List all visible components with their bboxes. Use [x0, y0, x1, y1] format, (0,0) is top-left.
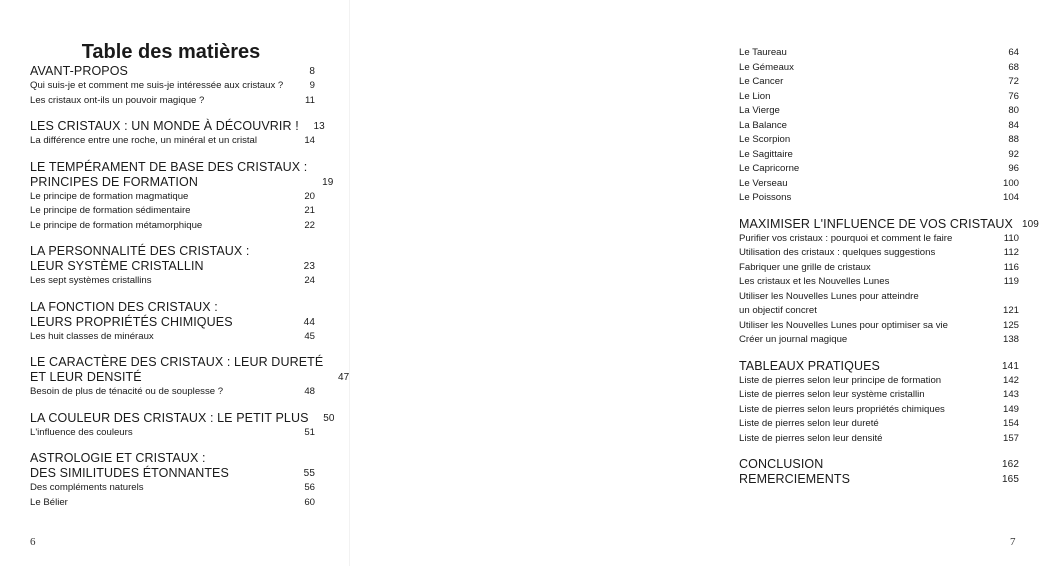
- toc-subsection-entry: [739, 162, 1019, 177]
- toc-subsection-entry: [739, 61, 1019, 76]
- toc-entry-title: [739, 472, 993, 487]
- toc-section-entry: [30, 355, 350, 385]
- toc-page-number: 76: [1008, 90, 1019, 102]
- toc-entry-title-line: Utiliser les Nouvelles Lunes pour atteindre: [739, 290, 919, 302]
- toc-page-number: 9: [309, 80, 315, 91]
- section-spacer: [30, 233, 315, 244]
- toc-entry-title: [739, 388, 993, 403]
- toc-entry-title: [739, 403, 993, 418]
- toc-subsection-entry: [739, 261, 1019, 276]
- toc-entry-title: [739, 119, 993, 134]
- toc-entry-title: [739, 90, 993, 105]
- toc-section-entry: [739, 216, 1039, 232]
- page-number-right: 7: [1010, 536, 1016, 548]
- toc-entry-title: [30, 219, 289, 234]
- toc-entry-title: [739, 75, 993, 90]
- toc-section-entry: [30, 159, 334, 190]
- toc-page-number: 45: [304, 330, 315, 342]
- toc-page-number: 112: [1003, 247, 1019, 258]
- toc-entry-title-line: Le Poissons: [739, 192, 792, 203]
- toc-entry-title: [30, 134, 289, 149]
- toc-entry-title-line: Le Gémeaux: [739, 61, 794, 73]
- toc-entry-title-line: Liste de pierres selon leur dureté: [739, 418, 879, 429]
- toc-page-number: 14: [304, 135, 315, 146]
- toc-entry-title: [30, 190, 289, 205]
- toc-subsection-entry: [739, 148, 1019, 163]
- toc-subsection-entry: [739, 432, 1019, 447]
- toc-subsection-entry: [739, 133, 1019, 148]
- toc-entry-title-line: Le Bélier: [30, 496, 68, 508]
- toc-entry-title: [739, 217, 1013, 232]
- toc-entry-title-line: LEURS PROPRIÉTÉS CHIMIQUES: [30, 314, 233, 329]
- toc-entry-title: [739, 359, 993, 374]
- toc-entry-title-line: Le Taureau: [739, 47, 787, 58]
- toc-page-number: 154: [1002, 418, 1019, 429]
- toc-entry-title-line: Liste de pierres selon leur principe de formation: [739, 374, 942, 386]
- toc-subsection-entry: [30, 385, 315, 400]
- toc-entry-title-line: Utiliser les Nouvelles Lunes pour optimiser sa vie: [739, 319, 949, 331]
- toc-entry-title: [739, 148, 993, 163]
- toc-entry-title-line: Des compléments naturels: [30, 482, 144, 493]
- toc-page-number: 24: [304, 275, 315, 286]
- toc-page-number: 60: [304, 496, 315, 508]
- toc-entry-title: [739, 374, 993, 389]
- toc-entry-title: [739, 61, 993, 76]
- toc-page-number: 143: [1002, 389, 1019, 400]
- toc-page-number: 119: [1003, 276, 1019, 287]
- section-spacer: [739, 348, 1019, 359]
- toc-subsection-entry: [739, 374, 1019, 389]
- toc-subsection-entry: [30, 496, 315, 511]
- toc-section-entry: [739, 472, 1019, 487]
- toc-entry-title: [739, 432, 993, 447]
- section-spacer: [30, 344, 315, 355]
- toc-page-number: 125: [1002, 319, 1019, 331]
- toc-page-number: 165: [1002, 474, 1019, 485]
- toc-entry-title-line: L'influence des couleurs: [30, 426, 133, 438]
- toc-subsection-entry: [739, 333, 1019, 348]
- toc-section-entry: [739, 359, 1019, 374]
- toc-page-number: 116: [1003, 261, 1019, 273]
- toc-section-entry: [30, 300, 315, 330]
- toc-page-number: 72: [1008, 76, 1019, 87]
- toc-section-entry: [30, 410, 335, 426]
- toc-subsection-entry: [739, 191, 1019, 206]
- section-spacer: [30, 440, 315, 451]
- toc-entry-title-line: un objectif concret: [739, 305, 817, 316]
- toc-page-number: 55: [303, 468, 315, 479]
- toc-subsection-entry: [30, 134, 315, 149]
- toc-entry-title: [739, 333, 993, 348]
- toc-page-number: 141: [1002, 360, 1019, 372]
- toc-entry-title: [739, 246, 993, 261]
- toc-subsection-entry: [739, 75, 1019, 90]
- toc-subsection-entry: [30, 204, 315, 219]
- toc-subsection-entry: [739, 290, 1019, 319]
- toc-section-entry: [30, 119, 325, 134]
- left-page: [0, 0, 350, 566]
- toc-page-number: 8: [309, 66, 315, 77]
- toc-subsection-entry: [30, 274, 315, 289]
- toc-entry-title-line: Le Cancer: [739, 76, 784, 87]
- toc-entry-title-line: LA COULEUR DES CRISTAUX : LE PETIT PLUS: [30, 410, 309, 425]
- right-page: [350, 0, 1039, 566]
- section-spacer: [739, 446, 1019, 457]
- toc-entry-title: [739, 261, 993, 276]
- toc-entry-title-line: LA PERSONNALITÉ DES CRISTAUX :: [30, 244, 250, 258]
- toc-section-entry: [30, 244, 315, 274]
- toc-entry-title-line: Le Sagittaire: [739, 148, 793, 160]
- toc-entry-title-line: La Vierge: [739, 105, 780, 116]
- toc-subsection-entry: [30, 481, 315, 496]
- toc-entry-title: [739, 457, 993, 472]
- toc-entry-title-line: Le principe de formation magmatique: [30, 190, 189, 202]
- toc-entry-title: [30, 300, 289, 330]
- toc-page-number: 11: [305, 94, 315, 106]
- toc-subsection-entry: [30, 426, 315, 441]
- toc-subsection-entry: [30, 190, 315, 205]
- toc-page-number: 142: [1002, 374, 1019, 386]
- toc-subsection-entry: [739, 388, 1019, 403]
- toc-entry-title: [30, 274, 289, 289]
- toc-entry-title-line: Le Lion: [739, 90, 771, 102]
- page-title: Table des matières: [81, 41, 261, 63]
- toc-entry-title: [30, 64, 289, 79]
- toc-entry-title: [30, 244, 289, 274]
- toc-entry-title-line: REMERCIEMENTS: [739, 472, 851, 486]
- toc-right-column: [739, 46, 1039, 487]
- toc-page-number: 149: [1002, 403, 1019, 415]
- toc-page-number: 64: [1008, 47, 1019, 58]
- toc-entry-title: [739, 162, 993, 177]
- toc-entry-title-line: LES CRISTAUX : UN MONDE À DÉCOUVRIR !: [30, 119, 299, 133]
- toc-entry-title: [30, 355, 323, 385]
- section-spacer: [30, 108, 315, 119]
- toc-subsection-entry: [739, 46, 1019, 61]
- toc-subsection-entry: [739, 177, 1019, 192]
- toc-entry-title-line: LA FONCTION DES CRISTAUX :: [30, 299, 218, 314]
- toc-page-number: 47: [337, 372, 350, 383]
- toc-entry-title-line: Le Capricorne: [739, 163, 800, 174]
- toc-entry-title: [30, 160, 307, 190]
- toc-entry-title: [30, 496, 289, 511]
- toc-subsection-entry: [739, 232, 1019, 247]
- toc-entry-title: [739, 319, 993, 334]
- toc-entry-title-line: Liste de pierres selon leur système cristallin: [739, 389, 925, 400]
- toc-entry-title-line: LEUR SYSTÈME CRISTALLIN: [30, 259, 204, 273]
- toc-page-number: 21: [304, 205, 315, 216]
- toc-entry-title-line: Besoin de plus de ténacité ou de souplesse ?: [30, 386, 224, 397]
- toc-subsection-entry: [739, 275, 1019, 290]
- section-spacer: [30, 289, 315, 300]
- toc-entry-title-line: Le Scorpion: [739, 134, 791, 145]
- toc-subsection-entry: [739, 319, 1019, 334]
- toc-entry-title-line: Les cristaux ont-ils un pouvoir magique ?: [30, 94, 205, 106]
- toc-entry-title: [739, 417, 993, 432]
- toc-entry-title: [30, 426, 289, 441]
- toc-entry-title-line: Purifier vos cristaux : pourquoi et comment le faire: [739, 232, 953, 244]
- toc-entry-title: [739, 290, 993, 319]
- toc-left-column: [30, 64, 350, 510]
- toc-page-number: 19: [322, 176, 334, 188]
- toc-page-number: 51: [304, 426, 315, 438]
- toc-page-number: 56: [304, 482, 315, 493]
- toc-subsection-entry: [739, 246, 1019, 261]
- toc-entry-title: [30, 411, 309, 426]
- toc-entry-title-line: Fabriquer une grille de cristaux: [739, 261, 871, 273]
- toc-page-number: 88: [1008, 134, 1019, 145]
- toc-subsection-entry: [739, 119, 1019, 134]
- toc-entry-title-line: Créer un journal magique: [739, 334, 848, 345]
- toc-page-number: 121: [1002, 305, 1019, 316]
- toc-entry-title-line: Le principe de formation sédimentaire: [30, 205, 191, 216]
- toc-page-number: 20: [304, 190, 315, 202]
- toc-page-number: 22: [304, 219, 315, 231]
- toc-page-number: 109: [1021, 218, 1039, 230]
- toc-entry-title-line: Les huit classes de minéraux: [30, 330, 154, 342]
- toc-entry-title-line: CONCLUSION: [739, 457, 824, 471]
- toc-section-entry: [739, 457, 1019, 472]
- toc-page-number: 48: [304, 386, 315, 397]
- toc-entry-title: [30, 385, 289, 400]
- toc-entry-title-line: Liste de pierres selon leur densité: [739, 432, 883, 444]
- toc-section-entry: [30, 451, 315, 481]
- toc-entry-title-line: Le Verseau: [739, 177, 788, 189]
- toc-entry-title: [739, 133, 993, 148]
- toc-page-number: 96: [1008, 163, 1019, 174]
- toc-page-number: 84: [1008, 119, 1019, 131]
- toc-page-number: 50: [323, 412, 335, 424]
- toc-entry-title-line: MAXIMISER L'INFLUENCE DE VOS CRISTAUX: [739, 216, 1013, 231]
- toc-entry-title-line: PRINCIPES DE FORMATION: [30, 174, 198, 189]
- toc-entry-title: [30, 451, 289, 481]
- toc-subsection-entry: [30, 219, 315, 234]
- toc-entry-title: [739, 191, 993, 206]
- section-spacer: [739, 206, 1019, 217]
- toc-page-number: 138: [1002, 334, 1019, 345]
- toc-page-number: 162: [1002, 459, 1019, 470]
- toc-entry-title-line: La Balance: [739, 119, 788, 131]
- toc-entry-title-line: AVANT-PROPOS: [30, 64, 128, 78]
- toc-entry-title-line: LE TEMPÉRAMENT DE BASE DES CRISTAUX :: [30, 159, 308, 174]
- toc-entry-title: [739, 104, 993, 119]
- toc-entry-title-line: TABLEAUX PRATIQUES: [739, 358, 880, 373]
- toc-entry-title: [739, 46, 993, 61]
- toc-entry-title: [739, 275, 993, 290]
- toc-page-number: 44: [303, 316, 315, 328]
- toc-page-number: 68: [1008, 61, 1019, 73]
- toc-entry-title: [30, 330, 289, 345]
- toc-entry-title: [30, 94, 289, 109]
- toc-section-entry: [30, 64, 315, 79]
- toc-subsection-entry: [739, 104, 1019, 119]
- toc-page-number: 23: [303, 261, 315, 272]
- toc-entry-title-line: Utilisation des cristaux : quelques suggestions: [739, 247, 936, 258]
- toc-page-number: 80: [1008, 105, 1019, 116]
- toc-entry-title: [30, 119, 299, 134]
- toc-entry-title: [739, 177, 993, 192]
- toc-entry-title: [30, 481, 289, 496]
- toc-page-number: 110: [1003, 232, 1019, 244]
- section-spacer: [30, 400, 315, 411]
- toc-entry-title-line: ET LEUR DENSITÉ: [30, 370, 142, 384]
- toc-subsection-entry: [739, 90, 1019, 105]
- toc-entry-title-line: DES SIMILITUDES ÉTONNANTES: [30, 466, 229, 480]
- toc-entry-title-line: LE CARACTÈRE DES CRISTAUX : LEUR DURETÉ: [30, 355, 324, 369]
- toc-entry-title-line: Le principe de formation métamorphique: [30, 219, 203, 231]
- toc-subsection-entry: [30, 330, 315, 345]
- toc-entry-title: [30, 79, 289, 94]
- toc-entry-title: [739, 232, 993, 247]
- toc-page-number: 104: [1002, 192, 1019, 203]
- toc-entry-title-line: Les cristaux et les Nouvelles Lunes: [739, 276, 890, 287]
- toc-page-number: 157: [1002, 432, 1019, 444]
- toc-entry-title-line: La différence entre une roche, un minéral et un cristal: [30, 135, 258, 146]
- toc-entry-title-line: Liste de pierres selon leurs propriétés chimiques: [739, 403, 945, 415]
- toc-subsection-entry: [30, 79, 315, 94]
- toc-page-number: 92: [1008, 148, 1019, 160]
- toc-subsection-entry: [739, 403, 1019, 418]
- toc-entry-title-line: Les sept systèmes cristallins: [30, 275, 152, 286]
- section-spacer: [30, 149, 315, 160]
- toc-entry-title: [30, 204, 289, 219]
- toc-page-number: 100: [1002, 177, 1019, 189]
- toc-subsection-entry: [739, 417, 1019, 432]
- toc-subsection-entry: [30, 94, 315, 109]
- toc-entry-title-line: Qui suis-je et comment me suis-je intéressée aux cristaux ?: [30, 80, 284, 91]
- toc-page-number: 13: [313, 121, 325, 132]
- toc-entry-title-line: ASTROLOGIE ET CRISTAUX :: [30, 451, 206, 465]
- page-number-left: 6: [30, 536, 36, 548]
